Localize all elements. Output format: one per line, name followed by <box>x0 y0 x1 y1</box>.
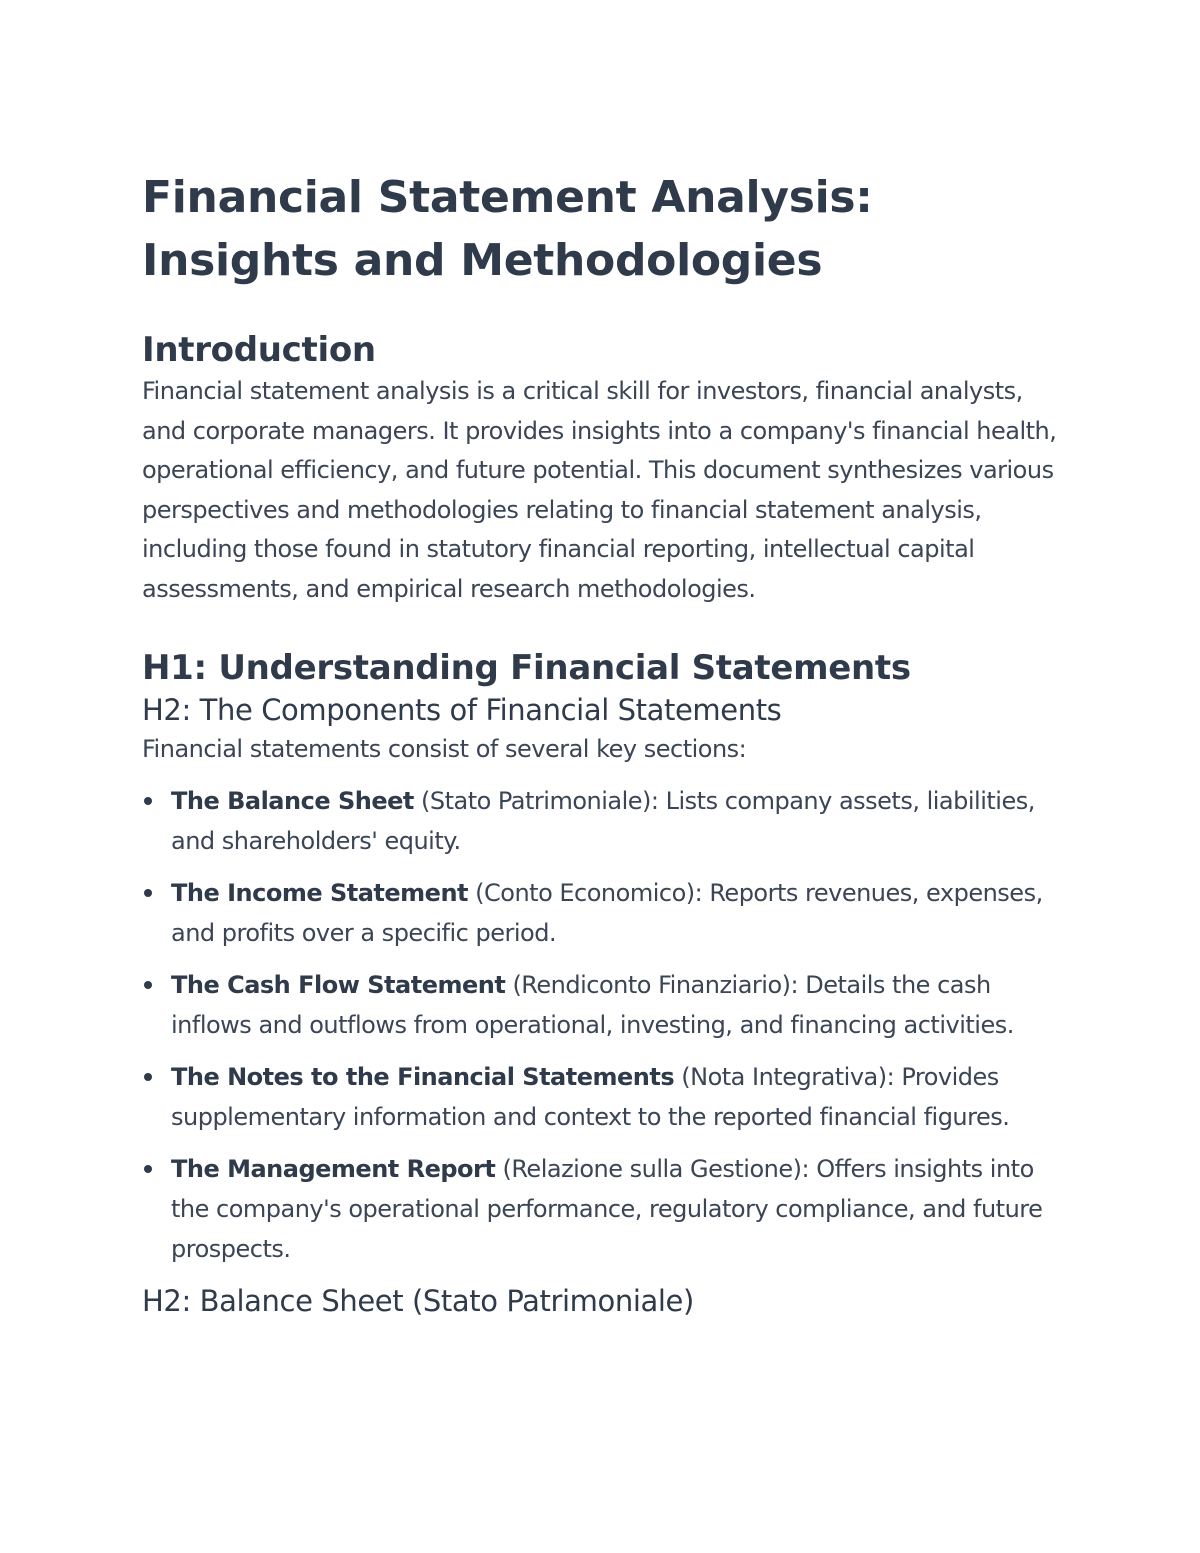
bullet-icon <box>144 889 152 897</box>
list-item-detail: (Stato Patrimoniale): Lists company assets, liabilities, and shareholders' equity. <box>171 787 1035 856</box>
understanding-financial-statements-heading: H1: Understanding Financial Statements <box>142 647 911 688</box>
introduction-paragraph: Financial statement analysis is a critical skill for investors, financial analysts, and corporate managers. It provides insights into a company's financial health, operational efficiency, and future potential. This document synthesizes various perspectives and methodologies relating to financial statement analysis, including those found in statutory financial reporting, intellectual capital assessments, and empirical research methodologies. <box>142 377 1057 603</box>
list-item <box>142 1057 1062 1137</box>
components-lead-paragraph: Financial statements consist of several key sections: <box>142 734 747 763</box>
list-item-detail: (Relazione sulla Gestione): Offers insights into the company's operational performance, regulatory compliance, and future prospects. <box>171 1155 1043 1264</box>
list-item-detail: (Conto Economico): Reports revenues, expenses, and profits over a specific period. <box>171 879 1043 948</box>
list-item-term: The Income Statement <box>171 879 469 908</box>
list-item-term: The Cash Flow Statement <box>171 971 506 1000</box>
document-page <box>142 166 1062 1321</box>
bullet-icon <box>144 1073 152 1081</box>
list-item-term: The Management Report <box>171 1155 496 1184</box>
list-item <box>142 965 1062 1045</box>
bullet-icon <box>144 981 152 989</box>
list-item-term: The Balance Sheet <box>171 787 414 816</box>
bullet-icon <box>144 797 152 805</box>
components-heading: H2: The Components of Financial Statements <box>142 692 782 727</box>
list-item-detail: (Nota Integrativa): Provides supplementary information and context to the reported financial figures. <box>171 1063 1010 1132</box>
list-item <box>142 1149 1062 1269</box>
list-item-detail: (Rendiconto Finanziario): Details the cash inflows and outflows from operational, investing, and financing activities. <box>171 971 1014 1040</box>
list-item-term: The Notes to the Financial Statements <box>171 1063 675 1092</box>
components-list <box>142 781 1062 1269</box>
introduction-heading: Introduction <box>142 330 376 370</box>
bullet-icon <box>144 1165 152 1173</box>
list-item <box>142 781 1062 861</box>
balance-sheet-heading: H2: Balance Sheet (Stato Patrimoniale) <box>142 1284 694 1319</box>
document-title: Financial Statement Analysis: Insights and Methodologies <box>142 172 873 286</box>
list-item <box>142 873 1062 953</box>
